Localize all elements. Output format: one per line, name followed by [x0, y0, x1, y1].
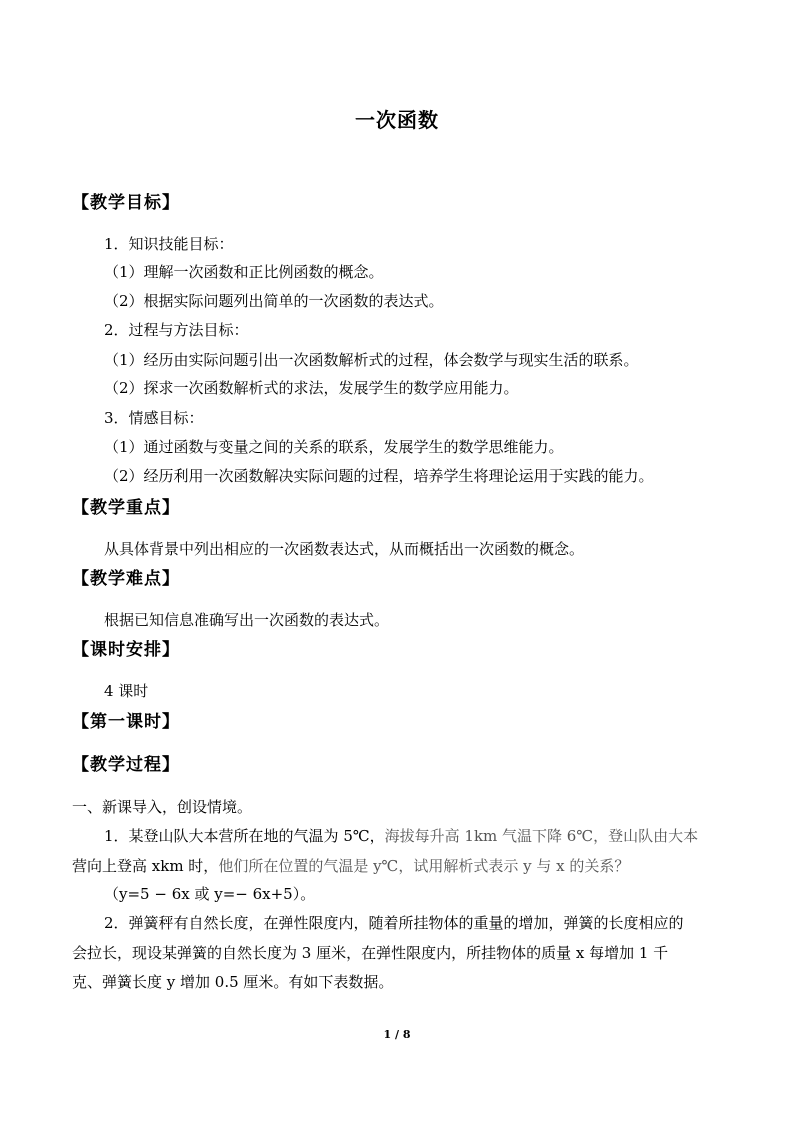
process-problem-1-answer: （y=5 − 6x 或 y=− 6x+5）。 [104, 885, 316, 903]
section-heading-schedule: 【课时安排】 [72, 640, 180, 660]
schedule-text: 4 课时 [104, 682, 149, 700]
section-heading-key-points: 【教学重点】 [72, 498, 180, 518]
section-heading-first-lesson: 【第一课时】 [72, 712, 180, 732]
objective-3-1: （1）通过函数与变量之间的关系的联系，发展学生的数学思维能力。 [104, 438, 564, 456]
document-title: 一次函数 [355, 108, 439, 132]
page-number: 1 / 8 [383, 1028, 411, 1041]
process-problem-2-line-1: 2．弹簧秤有自然长度，在弹性限度内，随着所挂物体的重量的增加，弹簧的长度相应的 [104, 914, 684, 932]
difficulties-text: 根据已知信息准确写出一次函数的表达式。 [104, 611, 390, 629]
objective-2: 2．过程与方法目标： [104, 321, 249, 339]
objective-1: 1．知识技能目标： [104, 235, 234, 253]
objective-2-2: （2）探求一次函数解析式的求法，发展学生的数学应用能力。 [104, 379, 519, 397]
section-heading-process: 【教学过程】 [72, 755, 180, 775]
key-points-text: 从具体背景中列出相应的一次函数表达式，从而概括出一次函数的概念。 [104, 540, 585, 558]
process-problem-1-part-b: 海拔每升高 1km 气温下降 6℃， [384, 827, 609, 845]
objective-2-1: （1）经历由实际问题引出一次函数解析式的过程，体会数学与现实生活的联系。 [104, 351, 639, 369]
process-problem-1-part-d: 营向上登高 xkm 时， [72, 857, 219, 875]
process-problem-1-line-2 [72, 856, 629, 876]
process-problem-2-line-2: 会拉长，现设某弹簧的自然长度为 3 厘米，在弹性限度内，所挂物体的质量 x 每增加 1 千 [72, 944, 669, 962]
objective-1-1: （1）理解一次函数和正比例函数的概念。 [104, 263, 384, 281]
process-problem-1-line-1 [104, 826, 698, 846]
process-problem-1-part-e: 他们所在位置的气温是 y℃，试用解析式表示 y 与 x 的关系？ [218, 857, 630, 875]
objective-1-2: （2）根据实际问题列出简单的一次函数的表达式。 [104, 292, 444, 310]
section-heading-difficulties: 【教学难点】 [72, 569, 180, 589]
objective-3-2: （2）经历利用一次函数解决实际问题的过程，培养学生将理论运用于实践的能力。 [104, 467, 654, 485]
process-problem-2-line-3: 克、弹簧长度 y 增加 0.5 厘米。有如下表数据。 [72, 973, 394, 991]
process-problem-1-part-a: 1．某登山队大本营所在地的气温为 5℃， [104, 827, 385, 845]
process-problem-1-part-c: 登山队由大本 [608, 827, 699, 845]
objective-3: 3．情感目标： [104, 409, 204, 427]
process-intro: 一、新课导入，创设情境。 [72, 798, 253, 816]
section-heading-objectives: 【教学目标】 [72, 193, 180, 213]
